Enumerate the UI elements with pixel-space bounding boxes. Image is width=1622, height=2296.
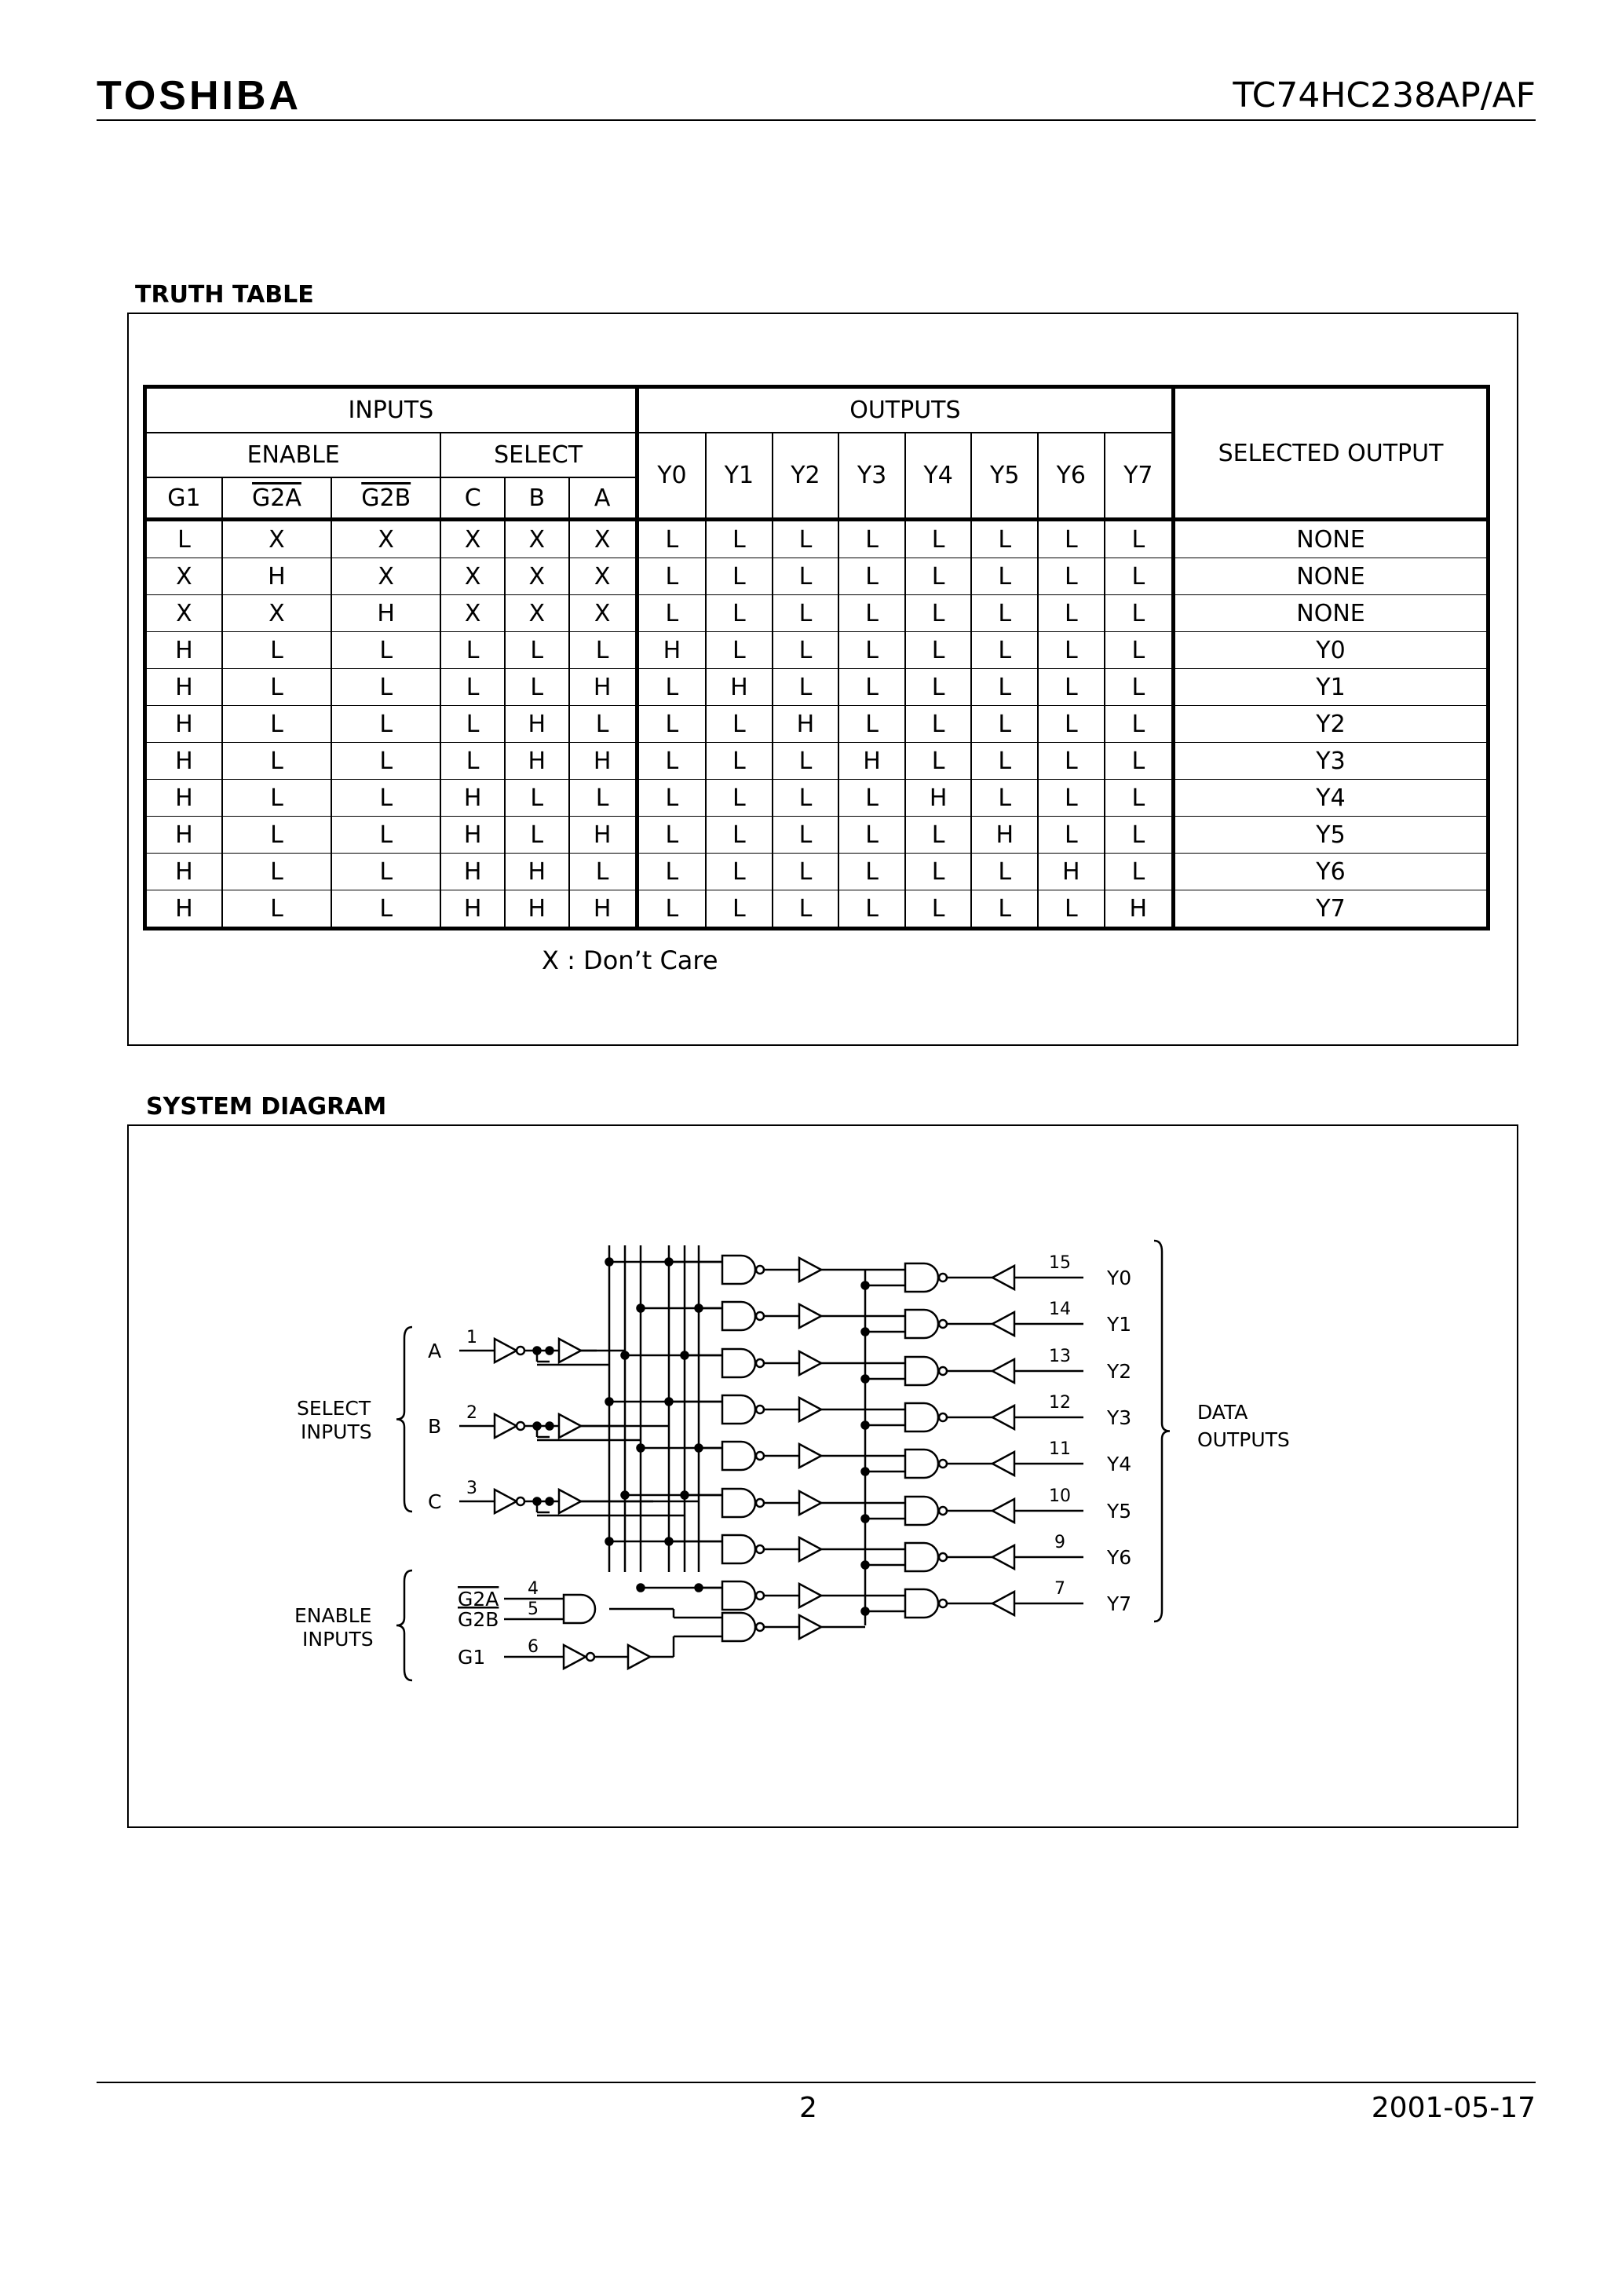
table-cell: L <box>637 890 706 929</box>
select-group-label: SELECT <box>297 1397 371 1420</box>
table-cell: L <box>838 520 905 558</box>
inverter-bubble <box>939 1460 947 1468</box>
footer-rule <box>97 2082 1536 2083</box>
table-cell: X <box>440 595 505 632</box>
buffer-symbol <box>799 1584 821 1607</box>
inverter-bubble <box>756 1406 764 1413</box>
table-cell: L <box>1105 706 1174 743</box>
output-name: Y5 <box>1107 1500 1132 1523</box>
enable-input-pin: 5 <box>528 1600 539 1619</box>
table-cell: L <box>505 632 569 669</box>
nand-gate <box>905 1589 938 1618</box>
table-cell: L <box>838 817 905 854</box>
selected-output-cell: Y2 <box>1174 706 1489 743</box>
col-header-y1: Y1 <box>706 433 773 520</box>
selected-output-cell: Y6 <box>1174 854 1489 890</box>
output-name: Y2 <box>1107 1360 1132 1383</box>
table-cell: X <box>569 520 637 558</box>
buffer-symbol <box>495 1490 517 1513</box>
table-cell: L <box>905 595 972 632</box>
buffer-symbol <box>992 1545 1014 1569</box>
data-group-label: DATA <box>1197 1401 1248 1424</box>
buffer-symbol <box>559 1414 581 1438</box>
table-cell: L <box>1038 595 1105 632</box>
table-cell: X <box>331 520 440 558</box>
table-cell: L <box>838 706 905 743</box>
buffer-symbol <box>992 1406 1014 1429</box>
table-cell: L <box>505 669 569 706</box>
selected-output-cell: NONE <box>1174 520 1489 558</box>
buffer-symbol <box>992 1499 1014 1523</box>
buffer-symbol <box>799 1258 821 1281</box>
table-cell: L <box>637 780 706 817</box>
output-pin: 13 <box>1049 1347 1071 1366</box>
table-cell: L <box>1038 706 1105 743</box>
table-cell: H <box>440 890 505 929</box>
table-cell: X <box>569 558 637 595</box>
table-cell: H <box>569 817 637 854</box>
table-cell: L <box>905 890 972 929</box>
buffer-symbol <box>559 1490 581 1513</box>
table-cell: X <box>440 520 505 558</box>
table-cell: X <box>505 595 569 632</box>
inverter-bubble <box>756 1266 764 1274</box>
table-cell: L <box>773 743 839 780</box>
table-cell: L <box>331 632 440 669</box>
enable-input-pin: 6 <box>528 1637 539 1657</box>
enable-group-label: ENABLE <box>294 1604 372 1627</box>
table-cell: L <box>440 706 505 743</box>
output-name: Y7 <box>1107 1592 1132 1615</box>
table-cell: L <box>706 595 773 632</box>
table-cell: L <box>1038 743 1105 780</box>
buffer-symbol <box>799 1304 821 1328</box>
nand-gate <box>722 1349 755 1377</box>
table-cell: L <box>971 854 1038 890</box>
table-cell: L <box>331 780 440 817</box>
table-cell: L <box>971 706 1038 743</box>
nand-gate <box>722 1613 755 1641</box>
col-header-y7: Y7 <box>1105 433 1174 520</box>
inverter-bubble <box>939 1600 947 1607</box>
table-cell: L <box>838 558 905 595</box>
part-number: TC74HC238AP/AF <box>1233 75 1536 115</box>
enable-input-name: G2B <box>458 1608 499 1631</box>
table-cell: L <box>222 890 331 929</box>
table-cell: L <box>1105 558 1174 595</box>
enable-input-name: G2A <box>458 1588 499 1610</box>
table-cell: L <box>331 706 440 743</box>
inputs-header: INPUTS <box>145 387 637 433</box>
table-cell: L <box>1105 817 1174 854</box>
inverter-bubble <box>939 1553 947 1561</box>
table-cell: H <box>145 632 222 669</box>
inverter-bubble <box>939 1320 947 1328</box>
table-cell: L <box>1038 817 1105 854</box>
nand-gate <box>905 1263 938 1292</box>
table-cell: H <box>505 706 569 743</box>
table-cell: L <box>569 854 637 890</box>
col-header-g2b: G2B <box>331 477 440 520</box>
buffer-symbol <box>992 1266 1014 1289</box>
selected-output-cell: Y5 <box>1174 817 1489 854</box>
table-cell: L <box>971 520 1038 558</box>
inverter-bubble <box>517 1497 524 1505</box>
table-cell: L <box>1038 669 1105 706</box>
toshiba-logo: TOSHIBA <box>97 73 302 119</box>
select-input-name: A <box>428 1340 442 1362</box>
table-cell: L <box>1105 595 1174 632</box>
select-input-pin: 3 <box>466 1479 477 1498</box>
buffer-symbol <box>992 1359 1014 1383</box>
table-cell: L <box>773 558 839 595</box>
table-cell: L <box>637 854 706 890</box>
table-cell: L <box>706 558 773 595</box>
col-header-g1: G1 <box>145 477 222 520</box>
table-cell: H <box>1105 890 1174 929</box>
table-cell: X <box>505 520 569 558</box>
table-cell: H <box>145 743 222 780</box>
output-pin: 7 <box>1054 1579 1065 1599</box>
output-pin: 12 <box>1049 1393 1071 1413</box>
table-cell: H <box>505 743 569 780</box>
table-cell: L <box>637 520 706 558</box>
table-cell: L <box>706 890 773 929</box>
system-diagram-title: SYSTEM DIAGRAM <box>146 1093 387 1121</box>
table-cell: H <box>505 890 569 929</box>
output-pin: 14 <box>1049 1300 1071 1319</box>
table-cell: L <box>971 632 1038 669</box>
inverter-bubble <box>586 1653 594 1661</box>
table-cell: H <box>440 817 505 854</box>
table-cell: L <box>1038 632 1105 669</box>
buffer-symbol <box>559 1339 581 1362</box>
buffer-symbol <box>495 1414 517 1438</box>
inverter-bubble <box>939 1507 947 1515</box>
table-cell: L <box>838 780 905 817</box>
table-cell: L <box>1038 780 1105 817</box>
output-name: Y1 <box>1107 1313 1132 1336</box>
output-pin: 15 <box>1049 1253 1071 1273</box>
inverter-bubble <box>756 1499 764 1507</box>
table-cell: L <box>706 854 773 890</box>
buffer-symbol <box>992 1592 1014 1615</box>
buffer-symbol <box>628 1645 650 1669</box>
table-cell: L <box>637 669 706 706</box>
col-header-y0: Y0 <box>637 433 706 520</box>
table-cell: L <box>569 780 637 817</box>
table-cell: H <box>1038 854 1105 890</box>
table-cell: H <box>145 706 222 743</box>
table-cell: L <box>222 706 331 743</box>
table-cell: L <box>905 817 972 854</box>
table-cell: X <box>505 558 569 595</box>
table-cell: L <box>706 743 773 780</box>
enable-header: ENABLE <box>145 433 441 477</box>
table-cell: L <box>971 780 1038 817</box>
inverter-bubble <box>756 1592 764 1600</box>
table-cell: H <box>440 854 505 890</box>
nand-gate <box>905 1543 938 1571</box>
col-header-c: C <box>440 477 505 520</box>
table-cell: L <box>505 817 569 854</box>
select-header: SELECT <box>440 433 637 477</box>
inverter-bubble <box>517 1422 524 1430</box>
nand-gate <box>905 1497 938 1525</box>
table-cell: L <box>569 706 637 743</box>
selected-output-header: SELECTED OUTPUT <box>1174 387 1489 520</box>
buffer-symbol <box>799 1398 821 1421</box>
output-name: Y0 <box>1107 1267 1132 1289</box>
selected-output-cell: Y4 <box>1174 780 1489 817</box>
table-cell: L <box>637 595 706 632</box>
enable-input-pin: 4 <box>528 1579 539 1599</box>
table-cell: L <box>1038 558 1105 595</box>
inverter-bubble <box>517 1347 524 1355</box>
table-cell: L <box>637 817 706 854</box>
buffer-symbol <box>799 1615 821 1639</box>
nand-gate <box>905 1357 938 1385</box>
selected-output-cell: NONE <box>1174 595 1489 632</box>
output-pin: 10 <box>1049 1486 1071 1506</box>
table-cell: L <box>1105 780 1174 817</box>
table-cell: L <box>505 780 569 817</box>
table-cell: L <box>971 595 1038 632</box>
nand-gate <box>905 1310 938 1338</box>
junction-dot <box>546 1498 553 1505</box>
table-cell: L <box>222 632 331 669</box>
table-cell: L <box>222 780 331 817</box>
table-cell: H <box>505 854 569 890</box>
nand-gate <box>905 1403 938 1431</box>
table-cell: L <box>331 817 440 854</box>
table-cell: L <box>1105 669 1174 706</box>
table-cell: H <box>145 890 222 929</box>
buffer-symbol <box>992 1312 1014 1336</box>
table-cell: L <box>222 669 331 706</box>
table-cell: L <box>706 706 773 743</box>
col-header-y2: Y2 <box>773 433 839 520</box>
selected-output-cell: Y3 <box>1174 743 1489 780</box>
output-name: Y6 <box>1107 1546 1132 1569</box>
table-cell: L <box>222 854 331 890</box>
table-cell: X <box>331 558 440 595</box>
truth-table-title: TRUTH TABLE <box>135 281 314 309</box>
junction-dot <box>546 1423 553 1430</box>
table-cell: H <box>569 669 637 706</box>
table-cell: L <box>331 669 440 706</box>
table-cell: L <box>838 595 905 632</box>
table-cell: X <box>145 558 222 595</box>
inverter-bubble <box>939 1274 947 1281</box>
table-cell: L <box>222 817 331 854</box>
nand-gate <box>722 1581 755 1610</box>
table-cell: L <box>569 632 637 669</box>
table-cell: L <box>706 817 773 854</box>
table-cell: H <box>145 669 222 706</box>
table-cell: X <box>569 595 637 632</box>
table-cell: X <box>440 558 505 595</box>
col-header-y4: Y4 <box>905 433 972 520</box>
table-cell: L <box>905 632 972 669</box>
table-cell: L <box>838 632 905 669</box>
nand-gate <box>722 1442 755 1470</box>
table-cell: L <box>1105 520 1174 558</box>
inverter-bubble <box>939 1413 947 1421</box>
table-cell: L <box>905 669 972 706</box>
inverter-bubble <box>756 1312 764 1320</box>
table-cell: L <box>440 669 505 706</box>
col-header-g2a: G2A <box>222 477 331 520</box>
table-cell: H <box>145 817 222 854</box>
table-cell: L <box>773 520 839 558</box>
table-cell: L <box>971 743 1038 780</box>
table-cell: L <box>773 817 839 854</box>
table-cell: H <box>773 706 839 743</box>
brace <box>396 1570 412 1680</box>
footer-date: 2001-05-17 <box>1371 2092 1536 2124</box>
nand-gate <box>722 1256 755 1284</box>
table-cell: H <box>145 854 222 890</box>
table-cell: L <box>838 669 905 706</box>
page-number: 2 <box>799 2092 817 2124</box>
enable-input-name: G1 <box>458 1646 486 1669</box>
buffer-symbol <box>799 1444 821 1468</box>
enable-group-label: INPUTS <box>302 1628 374 1651</box>
select-input-pin: 2 <box>466 1403 477 1423</box>
output-pin: 11 <box>1049 1439 1071 1459</box>
select-group-label: INPUTS <box>301 1420 372 1443</box>
selected-output-cell: Y0 <box>1174 632 1489 669</box>
buffer-symbol <box>799 1351 821 1375</box>
table-cell: L <box>1105 632 1174 669</box>
nand-gate <box>722 1489 755 1517</box>
buffer-symbol <box>495 1339 517 1362</box>
brace <box>396 1327 412 1512</box>
table-cell: L <box>905 743 972 780</box>
table-cell: L <box>1038 890 1105 929</box>
buffer-symbol <box>799 1491 821 1515</box>
table-cell: L <box>145 520 222 558</box>
nand-gate <box>722 1302 755 1330</box>
table-cell: L <box>706 780 773 817</box>
table-cell: L <box>706 632 773 669</box>
table-cell: H <box>838 743 905 780</box>
inverter-bubble <box>756 1359 764 1367</box>
buffer-symbol <box>992 1452 1014 1475</box>
nand-gate <box>722 1395 755 1424</box>
table-cell: H <box>637 632 706 669</box>
nand-gate <box>722 1535 755 1563</box>
table-cell: L <box>971 669 1038 706</box>
col-header-y5: Y5 <box>971 433 1038 520</box>
table-cell: L <box>773 595 839 632</box>
table-cell: H <box>569 743 637 780</box>
data-group-label: OUTPUTS <box>1197 1428 1290 1451</box>
output-name: Y4 <box>1107 1453 1132 1475</box>
table-cell: L <box>637 706 706 743</box>
table-cell: L <box>773 632 839 669</box>
table-cell: X <box>145 595 222 632</box>
table-cell: L <box>440 632 505 669</box>
table-cell: H <box>706 669 773 706</box>
table-cell: L <box>971 558 1038 595</box>
buffer-symbol <box>564 1645 586 1669</box>
table-cell: L <box>773 780 839 817</box>
table-cell: H <box>569 890 637 929</box>
output-pin: 9 <box>1054 1533 1065 1552</box>
select-input-pin: 1 <box>466 1328 477 1347</box>
table-cell: L <box>838 890 905 929</box>
outputs-header: OUTPUTS <box>637 387 1173 433</box>
table-cell: L <box>773 669 839 706</box>
inverter-bubble <box>939 1367 947 1375</box>
inverter-bubble <box>756 1545 764 1553</box>
nand-gate <box>905 1450 938 1478</box>
select-input-name: B <box>428 1415 442 1438</box>
table-cell: L <box>1105 743 1174 780</box>
selected-output-cell: Y7 <box>1174 890 1489 929</box>
inverter-bubble <box>756 1452 764 1460</box>
table-cell: L <box>838 854 905 890</box>
table-cell: L <box>905 520 972 558</box>
select-input-name: C <box>428 1490 442 1513</box>
table-cell: H <box>331 595 440 632</box>
table-cell: H <box>145 780 222 817</box>
selected-output-cell: Y1 <box>1174 669 1489 706</box>
table-cell: H <box>905 780 972 817</box>
table-cell: L <box>1038 520 1105 558</box>
table-cell: X <box>222 595 331 632</box>
table-cell: L <box>331 890 440 929</box>
brace <box>1154 1241 1170 1621</box>
buffer-symbol <box>799 1537 821 1561</box>
table-cell: L <box>905 854 972 890</box>
col-header-y3: Y3 <box>838 433 905 520</box>
table-cell: L <box>331 854 440 890</box>
table-cell: L <box>706 520 773 558</box>
table-cell: L <box>331 743 440 780</box>
col-header-b: B <box>505 477 569 520</box>
col-header-a: A <box>569 477 637 520</box>
nor-gate <box>564 1595 595 1623</box>
inverter-bubble <box>756 1623 764 1631</box>
table-cell: L <box>905 558 972 595</box>
selected-output-cell: NONE <box>1174 558 1489 595</box>
col-header-y6: Y6 <box>1038 433 1105 520</box>
table-cell: L <box>637 743 706 780</box>
table-cell: L <box>773 854 839 890</box>
table-cell: L <box>905 706 972 743</box>
table-cell: L <box>971 890 1038 929</box>
table-cell: L <box>440 743 505 780</box>
table-cell: L <box>222 743 331 780</box>
table-cell: L <box>1105 854 1174 890</box>
output-name: Y3 <box>1107 1406 1132 1429</box>
junction-dot <box>546 1347 553 1355</box>
dont-care-note: X : Don’t Care <box>542 945 718 975</box>
table-cell: L <box>773 890 839 929</box>
table-cell: H <box>222 558 331 595</box>
table-cell: L <box>637 558 706 595</box>
table-cell: X <box>222 520 331 558</box>
table-cell: H <box>440 780 505 817</box>
table-cell: H <box>971 817 1038 854</box>
